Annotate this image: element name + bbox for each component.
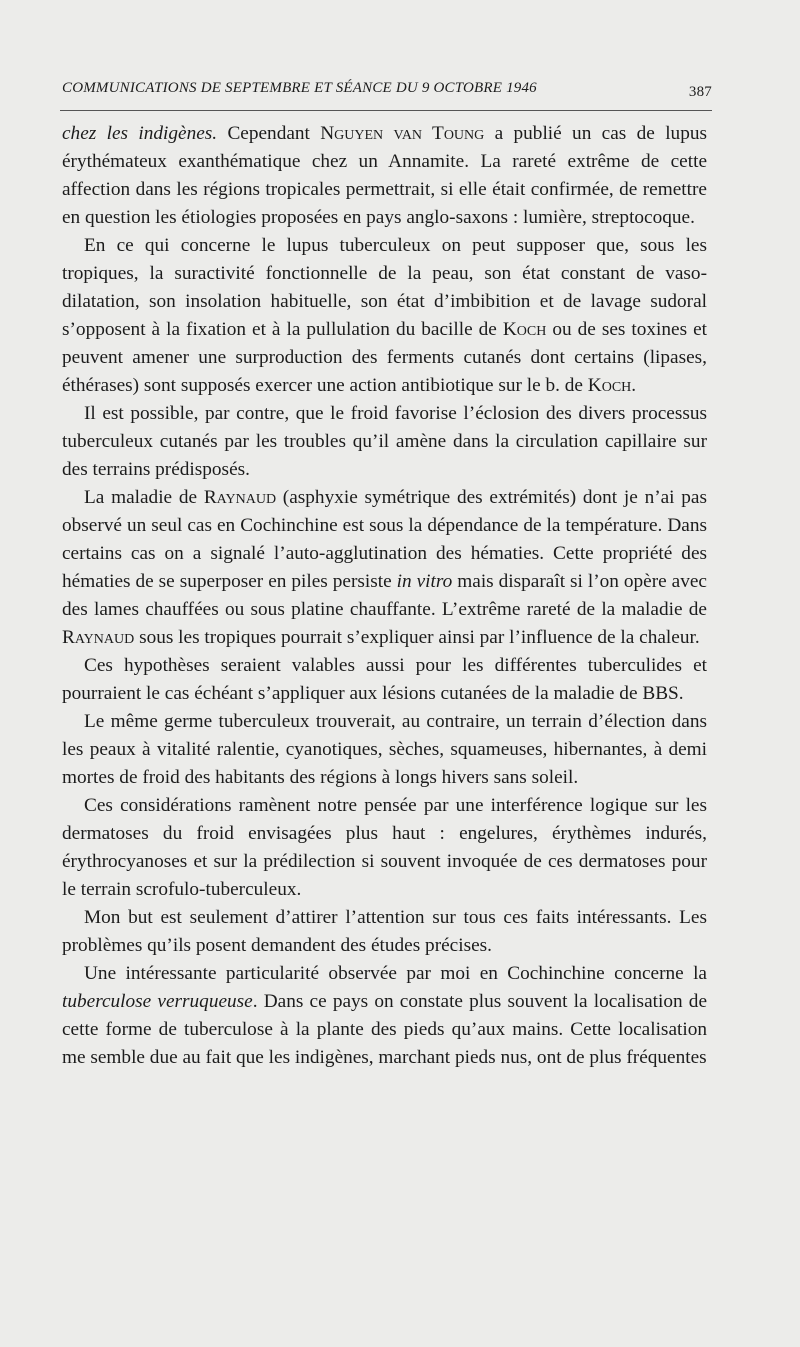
- italic-text: in vitro: [396, 571, 453, 592]
- italic-text: tuberculose verruqueuse: [62, 991, 253, 1012]
- text-run: Cependant: [217, 123, 321, 144]
- text-run: a publié un cas de lupus érythémateux exanthématique chez un Annamite. La rareté extrême de cette affection dans les régions tropicales permettrait, si elle était confirmée, de remettre en question les étiologies proposées en pays anglo-saxons : lumière, streptocoque.: [62, 123, 707, 228]
- paragraph: [62, 120, 707, 232]
- paragraph: [62, 484, 707, 652]
- running-header: [62, 78, 712, 106]
- header-rule: [60, 110, 712, 111]
- paragraph: [62, 232, 707, 400]
- paragraph: [62, 792, 707, 904]
- page-number: 387: [688, 84, 712, 100]
- text-run: Une intéressante particularité observée par moi en Cochinchine concerne la: [84, 963, 707, 984]
- text-run: mais disparaît si l’on opère avec des lames chauffées ou sous platine chauffante. L’extrême rareté de la maladie de: [62, 571, 707, 620]
- text-run: Le même germe tuberculeux trouverait, au contraire, un terrain d’élection dans les peaux à vitalité ralentie, cyanotiques, sèches, squameuses, hibernantes, à demi mortes de froid des habitants des régions à longs hivers sans soleil.: [62, 711, 707, 788]
- author-name: Koch: [502, 319, 547, 340]
- text-run: (asphyxie symétrique des extrémités) dont je n’ai pas observé un seul cas en Cochinchine est sous la dépendance de la température. Dans certains cas on a signalé l’auto-agglutination des hématies. Cette propriété des hématies de se superposer en piles persiste: [62, 487, 707, 592]
- text-run: sous les tropiques pourrait s’expliquer ainsi par l’influence de la chaleur.: [134, 627, 700, 648]
- text-run: La maladie de: [84, 487, 204, 508]
- paragraph: [62, 904, 707, 960]
- text-run: Ces hypothèses seraient valables aussi pour les différentes tuberculides et pourraient le cas échéant s’appliquer aux lésions cutanées de la maladie de BBS.: [62, 655, 707, 704]
- text-run: Il est possible, par contre, que le froid favorise l’éclosion des divers processus tuberculeux cutanés par les troubles qu’il amène dans la circulation capillaire sur des terrains prédisposés.: [62, 403, 707, 480]
- paragraph: [62, 708, 707, 792]
- author-name: Koch: [587, 375, 632, 396]
- italic-text: chez les indigènes.: [62, 123, 218, 144]
- author-name: Nguyen van Toung: [320, 123, 485, 144]
- text-run: ou de ses toxines et peuvent amener une surproduction des ferments cutanés dont certains (lipases, éthérases) sont supposés exercer une action antibiotique sur le b. de: [62, 319, 708, 396]
- paragraph: [62, 960, 707, 1072]
- text-run: Mon but est seulement d’attirer l’attention sur tous ces faits intéressants. Les problèmes qu’ils posent demandent des études précises.: [62, 907, 707, 956]
- text-run: En ce qui concerne le lupus tuberculeux on peut supposer que, sous les tropiques, la suractivité fonctionnelle de la peau, son état constant de vaso-dilatation, son insolation habituelle, son état d’imbibition et de lavage sudoral s’opposent à la fixation et à la pullulation du bacille de: [62, 235, 707, 340]
- body-text: [62, 120, 707, 1072]
- text-run: Ces considérations ramènent notre pensée par une interférence logique sur les dermatoses du froid envisagées plus haut : engelures, érythèmes indurés, érythrocyanoses et sur la prédilection si souvent invoquée de ces dermatoses pour le terrain scrofulo-tuberculeux.: [62, 795, 707, 900]
- author-name: Raynaud: [203, 487, 277, 508]
- text-run: .: [631, 375, 637, 396]
- paragraph: [62, 400, 707, 484]
- running-title: COMMUNICATIONS DE SEPTEMBRE ET SÉANCE DU 9 OCTOBRE 1946: [62, 80, 537, 96]
- author-name: Raynaud: [62, 627, 135, 648]
- text-run: . Dans ce pays on constate plus souvent la localisation de cette forme de tuberculose à la plante des pieds qu’aux mains. Cette localisation me semble due au fait que les indigènes, marchant pieds nus, ont de plus fréquentes: [62, 991, 707, 1068]
- paragraph: [62, 652, 707, 708]
